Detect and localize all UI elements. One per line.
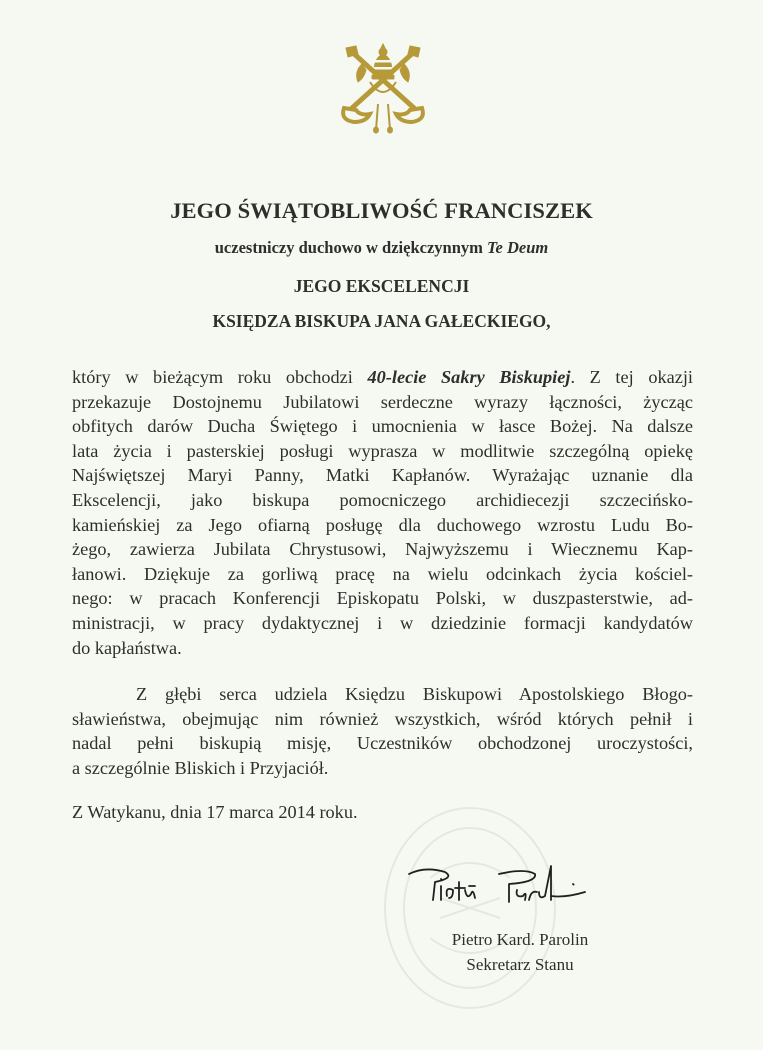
paragraph-line: a szczególnie Bliskich i Przyjaciół. — [72, 757, 329, 778]
paragraph-line: do kapłaństwa. — [72, 637, 182, 658]
addressee-line-2: KSIĘDZA BISKUPA JANA GAŁECKIEGO, — [212, 311, 551, 331]
signer-name: Pietro Kard. Parolin — [451, 930, 589, 949]
paragraph-line — [72, 365, 693, 390]
paragraph-line: nadal pełni biskupią misję, Uczestników obchodzonej uroczystości, — [72, 733, 693, 754]
paragraph-line: Ekscelencji, jako biskupa pomocniczego archidiecezji szczecińsko- — [72, 489, 693, 510]
subtitle-text: uczestniczy duchowo w dziękczynnym — [214, 238, 487, 257]
paragraph-line: Najświętszej Maryi Panny, Matki Kapłanów. Wyrażając uznanie dla — [72, 465, 693, 486]
paragraph-line: kamieńskiej za Jego ofiarną posługę dla duchowego wzrostu Ludu Bo- — [72, 514, 693, 535]
anniversary-emphasis: 40-lecie Sakry Biskupiej — [367, 367, 571, 387]
paragraph-1 — [72, 365, 693, 660]
line-text: . Z tej okazji — [570, 367, 694, 387]
paragraph-line: sławieństwa, obejmując nim również wszystkich, wśród których pełnił i — [72, 708, 693, 729]
papal-coat-of-arms-icon — [340, 42, 426, 134]
signer-title: Sekretarz Stanu — [466, 955, 574, 974]
paragraph-line: obfitych darów Ducha Świętego i umocnienia w łasce Bożej. Na dalsze — [72, 416, 693, 437]
heading-title: JEGO ŚWIĄTOBLIWOŚĆ FRANCISZEK — [170, 198, 593, 223]
subtitle-te-deum: Te Deum — [486, 238, 549, 257]
paragraph-line: lata życia i pasterskiej posługi wyprasza w modlitwie szczególną opiekę — [72, 440, 693, 461]
place-date: Z Watykanu, dnia 17 marca 2014 roku. — [72, 802, 358, 822]
paragraph-line: żego, zawierza Jubilata Chrystusowi, Najwyższemu i Wiecznemu Kap- — [72, 539, 693, 560]
handwritten-signature — [405, 860, 595, 910]
paragraph-line: Z głębi serca udziela Księdzu Biskupowi Apostolskiego Błogo- — [136, 684, 693, 704]
line-text: który w bieżącym roku obchodzi — [72, 367, 368, 387]
paragraph-line: łanowi. Dziękuje za gorliwą pracę na wielu odcinkach życia kościel- — [72, 563, 693, 584]
addressee-line-1: JEGO EKSCELENCJI — [293, 276, 470, 296]
paragraph-line: przekazuje Dostojnemu Jubilatowi serdeczne wyrazy łączności, życząc — [72, 391, 693, 412]
paragraph-2 — [72, 682, 693, 780]
paragraph-line: ministracji, w pracy dydaktycznej i w dziedzinie formacji kandydatów — [72, 612, 693, 633]
paragraph-line: nego: w pracach Konferencji Episkopatu Polski, w duszpasterstwie, ad- — [72, 588, 693, 609]
heading-subtitle — [0, 238, 763, 258]
